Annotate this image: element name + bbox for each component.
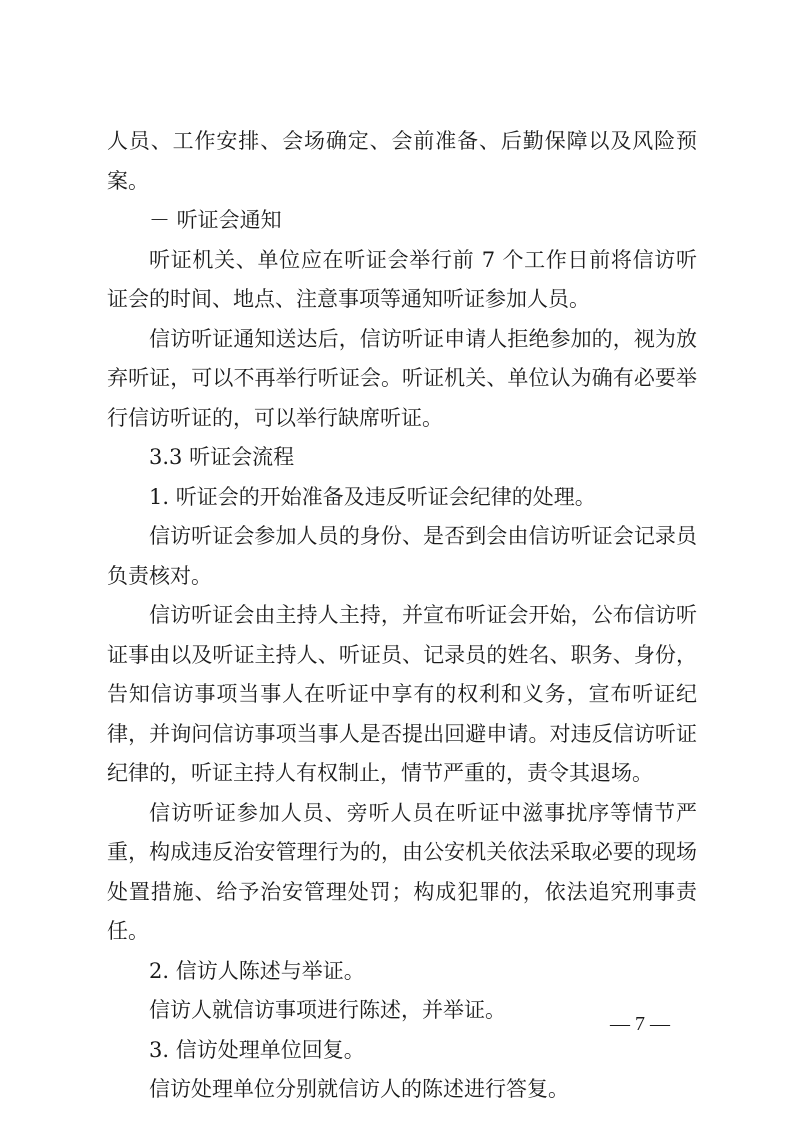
subheading-petitioner-statement: 2. 信访人陈述与举证。 bbox=[149, 958, 365, 983]
paragraph-public-security: 信访听证参加人员、旁听人员在听证中滋事扰序等情节严重，构成违反治安管理行为的，由公安机关依法采取必要的现场处置措施、给予治安管理处罚；构成犯罪的，依法追究刑事责任。 bbox=[107, 800, 697, 943]
paragraph-unit-reply: 信访处理单位分别就信访人的陈述进行答复。 bbox=[149, 1077, 569, 1101]
page-number: — 7 — bbox=[610, 1013, 670, 1035]
paragraph-continuation: 人员、工作安排、会场确定、会前准备、后勤保障以及风险预案。 bbox=[107, 129, 697, 193]
section-heading-hearing-process: 3.3 听证会流程 bbox=[149, 445, 295, 469]
paragraph-notice-deadline: 听证机关、单位应在听证会举行前 7 个工作日前将信访听证会的时间、地点、注意事项等通知听证参加人员。 bbox=[107, 247, 697, 311]
paragraph-absent-hearing: 信访听证通知送达后，信访听证申请人拒绝参加的，视为放弃听证，可以不再举行听证会。听证机关、单位认为确有必要举行信访听证的，可以举行缺席听证。 bbox=[107, 326, 697, 430]
paragraph-petitioner-statement: 信访人就信访事项进行陈述，并举证。 bbox=[149, 998, 506, 1022]
subheading-unit-reply: 3. 信访处理单位回复。 bbox=[149, 1037, 365, 1062]
subheading-start-and-discipline: 1. 听证会的开始准备及违反听证会纪律的处理。 bbox=[149, 484, 596, 509]
body-text bbox=[107, 122, 697, 1110]
paragraph-identity-check: 信访听证会参加人员的身份、是否到会由信访听证会记录员负责核对。 bbox=[107, 524, 697, 588]
section-heading-hearing-notice: － 听证会通知 bbox=[149, 208, 282, 232]
paragraph-host-procedure: 信访听证会由主持人主持，并宣布听证会开始，公布信访听证事由以及听证主持人、听证员、记录员的姓名、职务、身份，告知信访事项当事人在听证中享有的权利和义务，宣布听证纪律，并询问信访事项当事人是否提出回避申请。对违反信访听证纪律的，听证主持人有权制止，情节严重的，责令其退场。 bbox=[107, 603, 697, 785]
